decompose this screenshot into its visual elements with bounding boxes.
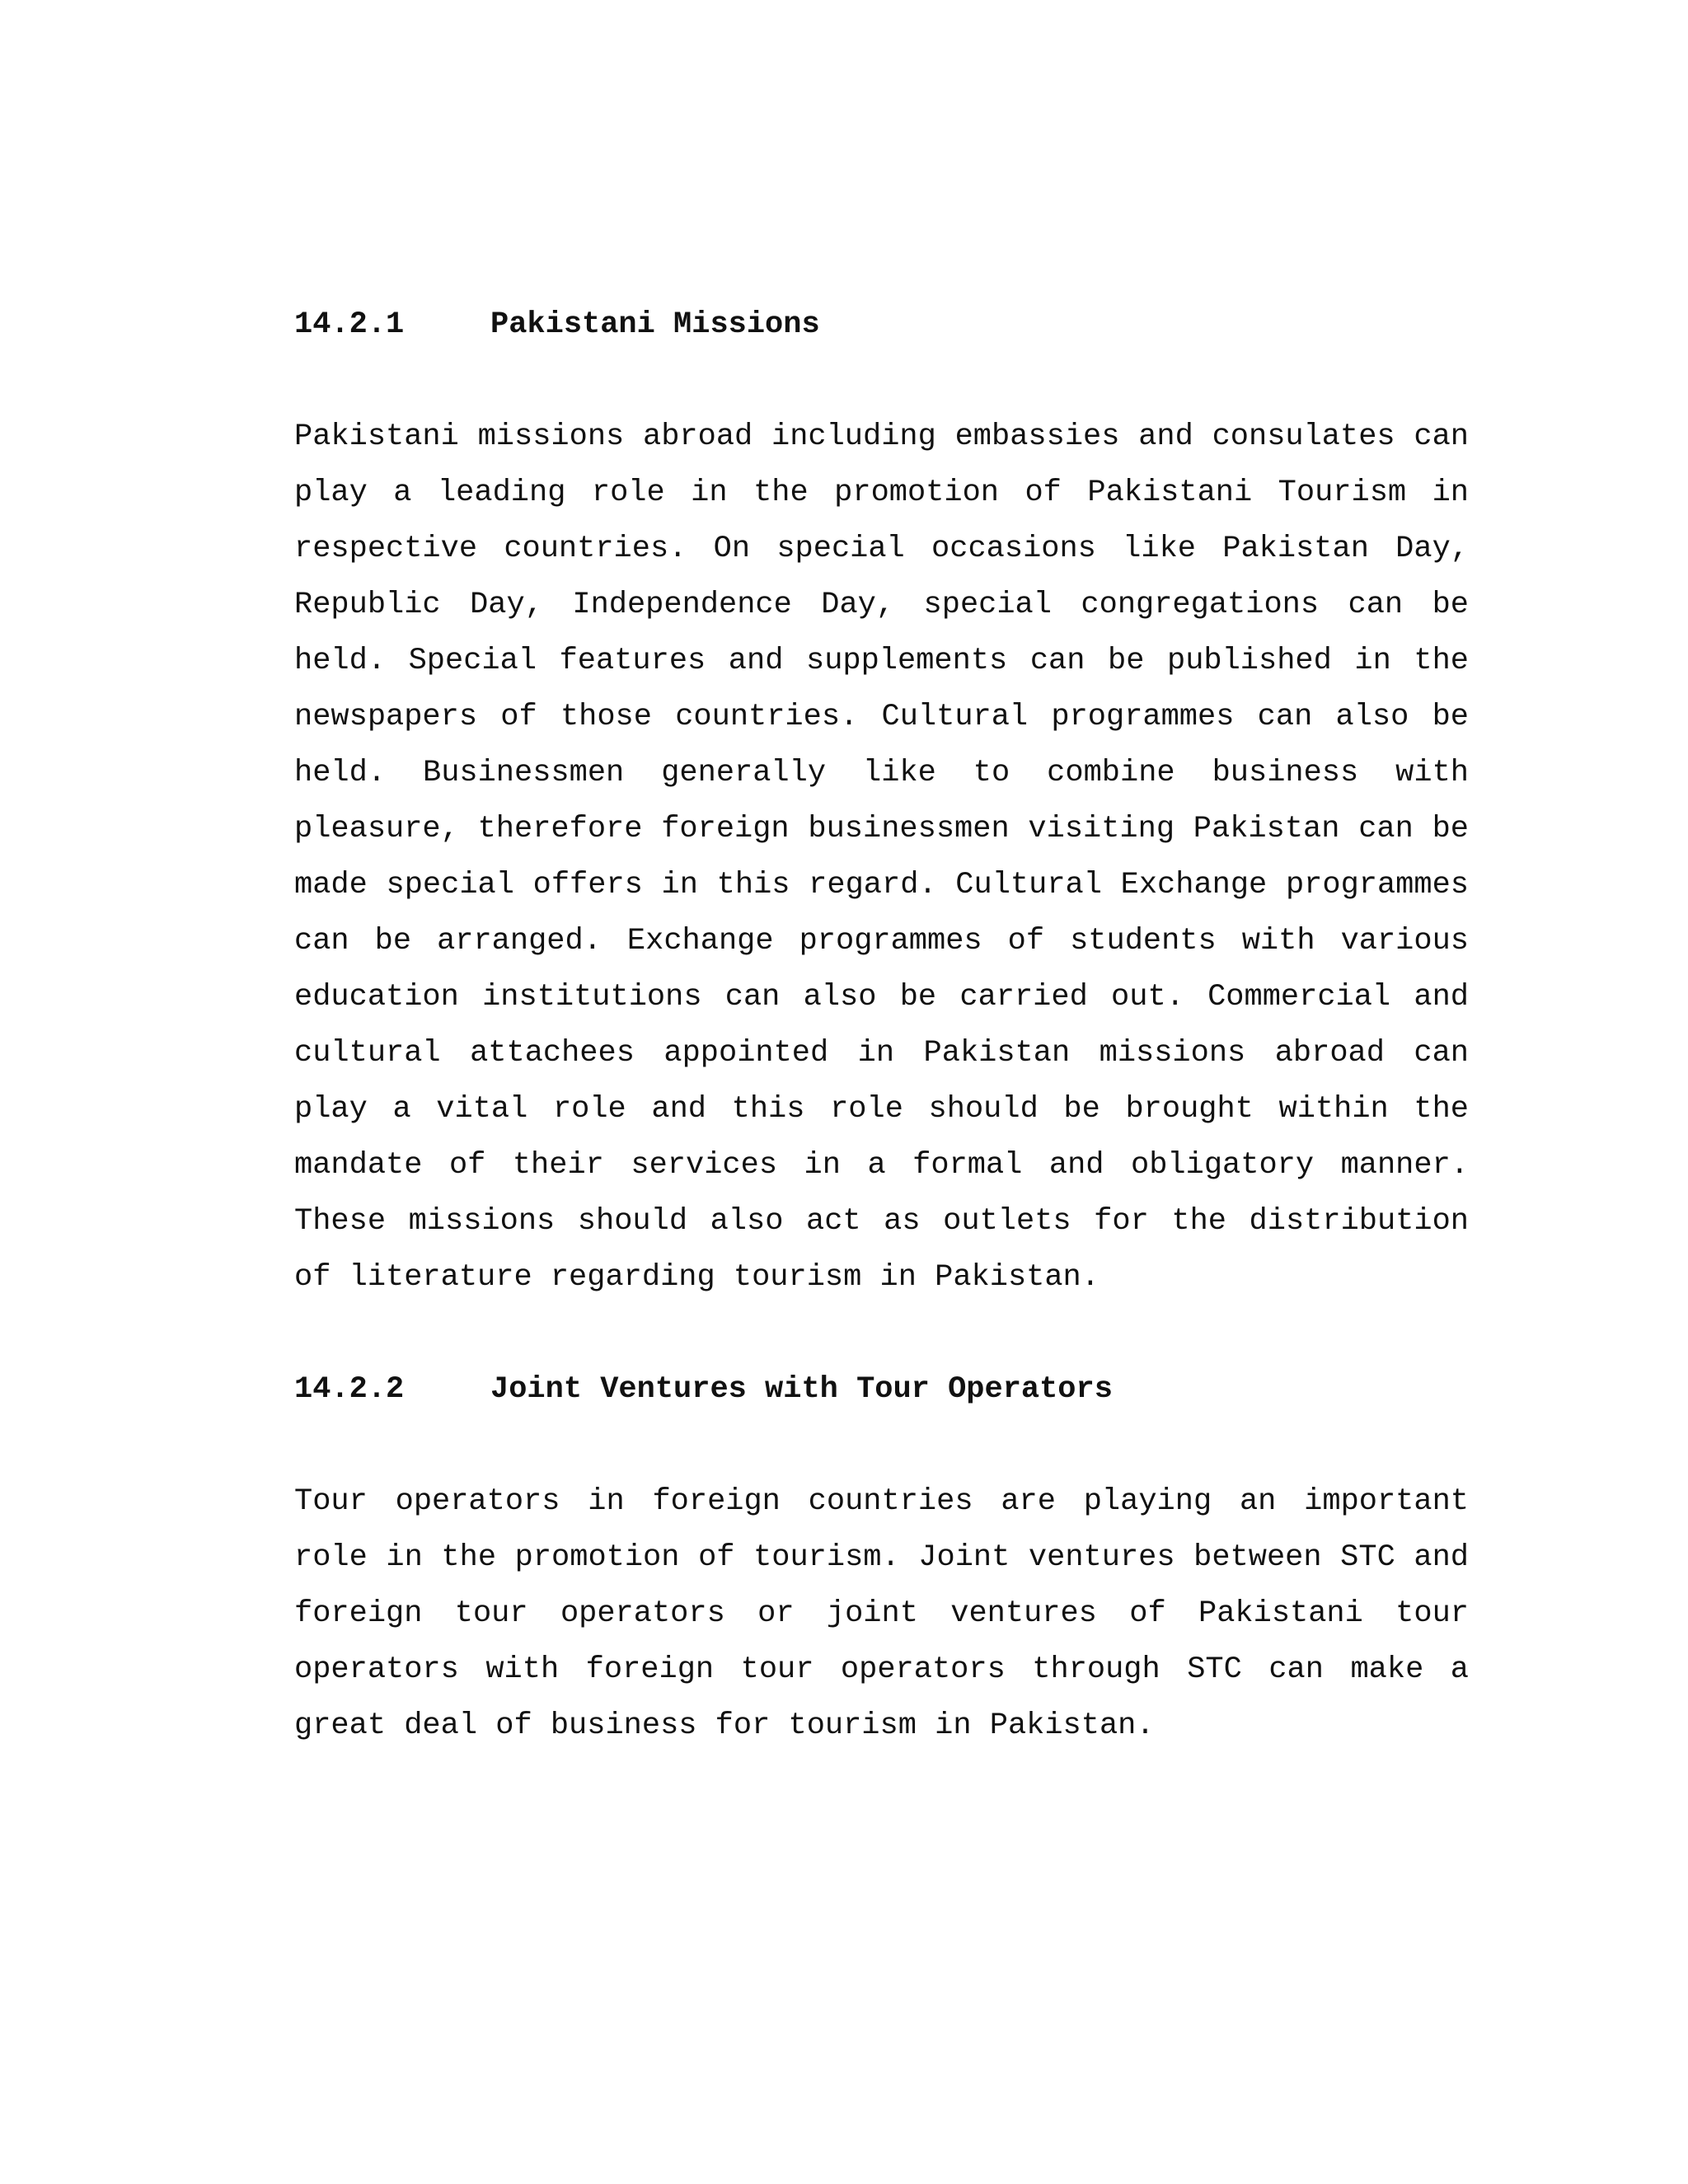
section-heading-14-2-2 (294, 1361, 1469, 1418)
section-heading-14-2-1 (294, 297, 1469, 353)
section-title: Joint Ventures with Tour Operators (490, 1372, 1113, 1407)
section-title: Pakistani Missions (490, 307, 820, 342)
section-body-paragraph: Pakistani missions abroad including embassies and consulates can play a leading role in the promotion of Pakistani Tourism in respective countries. On special occasions like Pakistan Day, Republic Day, Independence Day, special congregations can be held. Special features and supplements can be published in the newspapers of those countries. Cultural programmes can also be held. Businessmen generally like to combine business with pleasure, therefore foreign businessmen visiting Pakistan can be made special offers in this regard. Cultural Exchange programmes can be arranged. Exchange programmes of students with various education institutions can also be carried out. Commercial and cultural attachees appointed in Pakistan missions abroad can play a vital role and this role should be brought within the mandate of their services in a formal and obligatory manner. These missions should also act as outlets for the distribution of literature regarding tourism in Pakistan. (294, 419, 1469, 1295)
document-page (294, 297, 1469, 1754)
section-number: 14.2.1 (294, 307, 405, 342)
section-number: 14.2.2 (294, 1372, 405, 1407)
section-body-paragraph: Tour operators in foreign countries are playing an important role in the promotion of tourism. Joint ventures between STC and foreign tour operators or joint ventures of Pakistani tour operators with foreign tour operators through STC can make a great deal of business for tourism in Pakistan. (294, 1484, 1469, 1743)
